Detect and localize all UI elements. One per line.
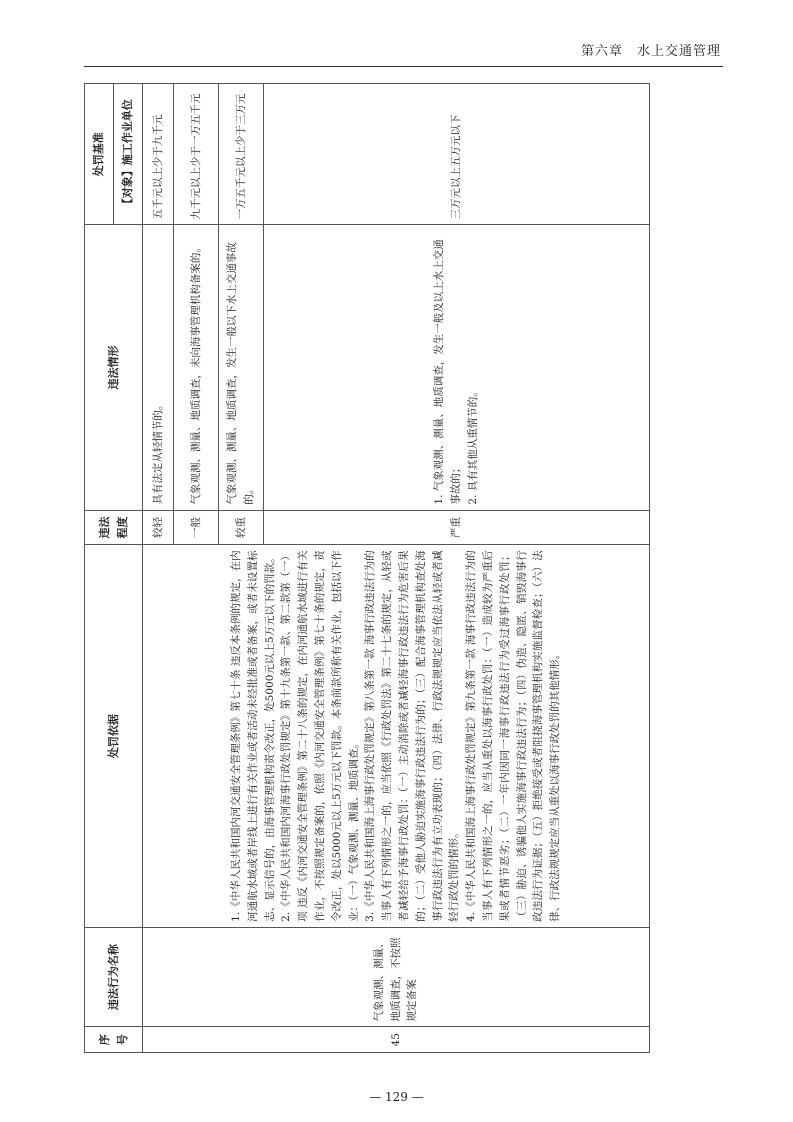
degree-serious: 严重	[264, 510, 650, 545]
table-row	[143, 84, 174, 1053]
situation-light: 具有法定从轻情节的。	[143, 225, 174, 510]
col-degree-header: 违法程度	[85, 510, 143, 545]
chapter-title: 第六章 水上交通管理	[580, 44, 721, 59]
penalty-table	[84, 83, 650, 1053]
basis-item: 2.《中华人民共和国内河海事行政处罚规定》第十九条第一款、第二款第（一）项 违反《内河交通安全管理条例》第二十八条的规定，在内河通航水域进行有关作业，不按照规定备案的，依照《内河交通安全管理条例》第七十条的规定，责令改正，处以5000元以上5万元以下罚款。本条前款所称有关作业，包括以下作业：（一）气象观测、测量、地质调查。	[280, 550, 360, 922]
standard-heavier: 一万五千元以上少于三万元	[219, 84, 264, 225]
degree-heavier: 较重	[219, 510, 264, 545]
situation-serious	[264, 225, 650, 510]
situation-heavier: 气象观测、测量、地质调查，发生一般以下水上交通事故的。	[219, 225, 264, 510]
basis-item: 3.《中华人民共和国海上海事行政处罚规定》第八条第一款 海事行政违法行为的当事人有下列情形之一的，应当依照《行政处罚法》第二十七条的规定，从轻或者减轻给予海事行政处罚：（一）主动消除或者减轻海事行政违法行为危害后果的；（二）受他人胁迫实施海事行政违法行为的；（三）配合海事管理机构查处海事行政违法行为有立功表现的；（四）法律、行政法规规定应当依法从轻或者减轻行政处罚的情形。	[364, 550, 461, 922]
standard-light: 五千元以上少于九千元	[143, 84, 174, 225]
page-header	[0, 0, 793, 60]
standard-general: 九千元以上少于一万五千元	[174, 84, 219, 225]
row-basis	[143, 545, 650, 928]
row-seq: 45	[143, 1027, 650, 1053]
standard-serious: 三万元以上五万元以下	[264, 84, 650, 225]
situation-serious-item: 1. 气象观测、测量、地质调查，发生一般及以上水上交通事故的；	[433, 239, 463, 505]
col-seq-header: 序号	[85, 1027, 143, 1053]
basis-item: 1.《中华人民共和国内河交通安全管理条例》第七十条 违反本条例的规定，在内河通航水域或者岸线上进行有关作业或者活动未经批准或者备案，或者未设置标志、显示信号的，由海事管理机构责令改正，处5000元以上5万元以下的罚款。	[230, 550, 276, 922]
col-standard-subheader: 【对象】施工作业单位	[114, 84, 143, 225]
header-rule	[84, 66, 723, 67]
rotated-table-container	[84, 83, 650, 1053]
row-violation-name: 气象观测、测量、地质调查，不按照规定备案	[143, 927, 650, 1027]
col-situation-header: 违法情形	[85, 225, 143, 510]
col-name-header: 违法行为名称	[85, 927, 143, 1027]
col-basis-header: 处罚依据	[85, 545, 143, 928]
situation-serious-item: 2. 具有其他从重情节的。	[466, 386, 479, 505]
degree-general: 一般	[174, 510, 219, 545]
situation-general: 气象观测、测量、地质调查，未向海事管理机构备案的。	[174, 225, 219, 510]
degree-light: 较轻	[143, 510, 174, 545]
page-number: — 129 —	[369, 1090, 424, 1104]
col-standard-header: 处罚基准	[85, 84, 114, 225]
basis-item: 4.《中华人民共和国海上海事行政处罚规定》第九条第一款 海事行政违法行为的当事人有下列情形之一的，应当从重处以海事行政处罚：（一）造成较为严重后果或者情节恶劣；（二）一年内因同一海事行政违法行为受过海事行政处罚；（三）胁迫、诱骗他人实施海事行政违法行为；（四）伪造、隐匿、销毁海事行政违法行为证据；（五）拒绝接受或者阻挠海事管理机构实施监督检查；（六）法律、行政法规规定应当从重处以海事行政处罚的其他情形。	[465, 550, 562, 922]
